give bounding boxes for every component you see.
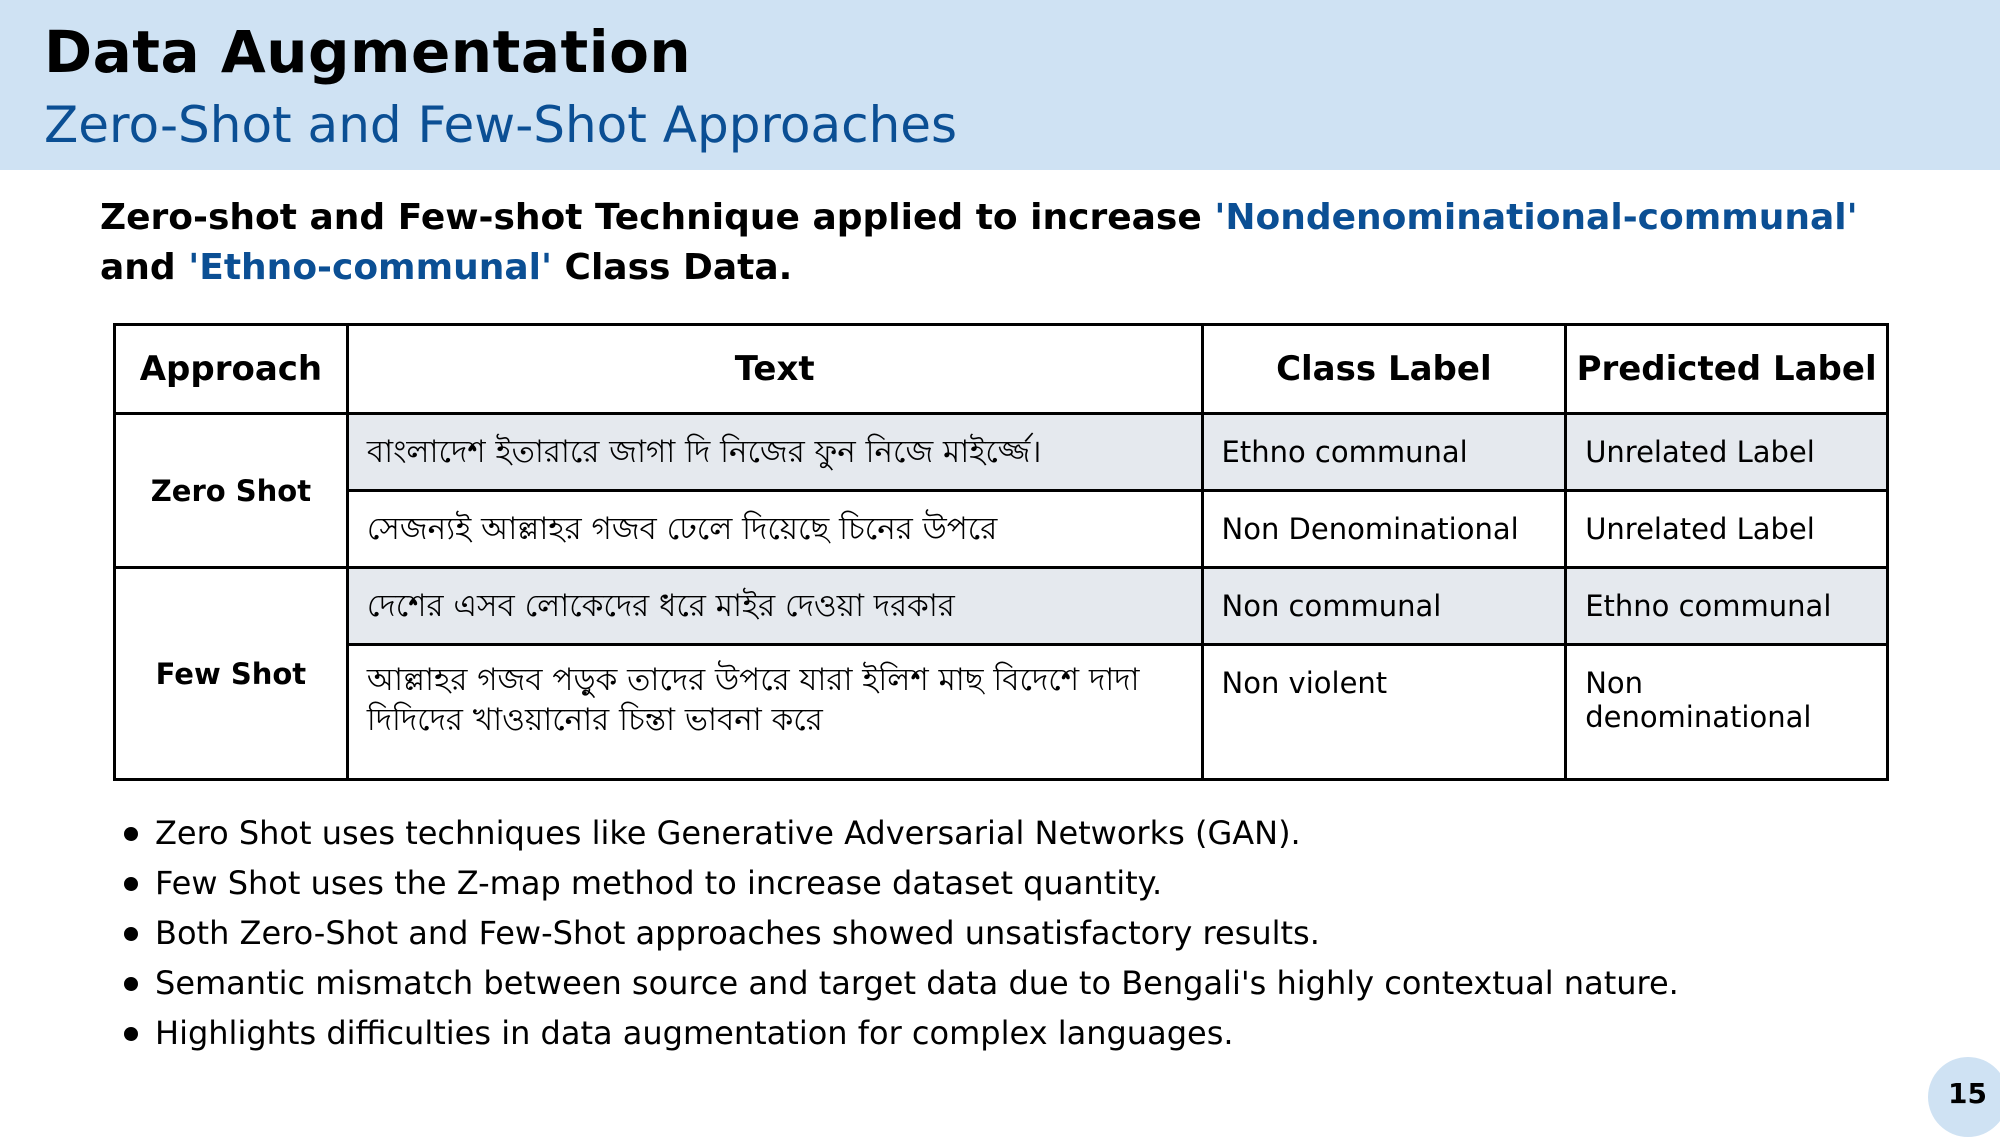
header-class-label: Class Label <box>1202 325 1566 414</box>
text-cell: আল্লাহর গজব পড়ুক তাদের উপরে যারা ইলিশ মাছ বিদেশে দাদা দিদিদের খাওয়ানোর চিন্তা ভাবনা করে <box>347 645 1202 780</box>
bullet-item <box>120 958 1679 1008</box>
predicted-label-cell: Unrelated Label <box>1566 414 1888 491</box>
table-row <box>115 645 1888 780</box>
intro-highlight-ethno: 'Ethno-communal' <box>188 247 552 288</box>
intro-part1: Zero-shot and Few-shot Technique applied to increase <box>100 197 1215 238</box>
table-row <box>115 414 1888 491</box>
intro-text <box>100 193 1920 293</box>
intro-part2: and <box>100 247 189 288</box>
page-number: 15 <box>1948 1077 1987 1110</box>
table-row <box>115 568 1888 645</box>
predicted-label-cell: Non denominational <box>1566 645 1888 780</box>
bullet-text: Highlights difficulties in data augmentation for complex languages. <box>155 1014 1234 1052</box>
header-text: Text <box>347 325 1202 414</box>
bullet-dot-icon <box>124 1027 138 1041</box>
results-table <box>113 323 1889 781</box>
slide-header <box>0 0 2000 170</box>
bullet-item <box>120 858 1679 908</box>
intro-highlight-nondenominational: 'Nondenominational-communal' <box>1214 197 1858 238</box>
bullet-text: Semantic mismatch between source and target data due to Bengali's highly contextual nature. <box>155 964 1679 1002</box>
table-header-row <box>115 325 1888 414</box>
bullet-dot-icon <box>124 877 138 891</box>
slide-title: Data Augmentation <box>44 18 692 86</box>
text-cell: বাংলাদেশ ইতারারে জাগা দি নিজের ফুন নিজে মাইর্জ্জে। <box>347 414 1202 491</box>
class-label-cell: Non violent <box>1202 645 1566 780</box>
bullet-item <box>120 808 1679 858</box>
page-number-badge <box>1928 1057 2000 1137</box>
header-approach: Approach <box>115 325 348 414</box>
approach-zero-shot: Zero Shot <box>115 414 348 568</box>
bullet-list <box>120 808 1679 1058</box>
predicted-label-cell: Unrelated Label <box>1566 491 1888 568</box>
header-predicted-label: Predicted Label <box>1566 325 1888 414</box>
bullet-text: Few Shot uses the Z-map method to increase dataset quantity. <box>155 864 1163 902</box>
bullet-item <box>120 908 1679 958</box>
class-label-cell: Ethno communal <box>1202 414 1566 491</box>
text-cell: দেশের এসব লোকেদের ধরে মাইর দেওয়া দরকার <box>347 568 1202 645</box>
bullet-item <box>120 1008 1679 1058</box>
predicted-label-cell: Ethno communal <box>1566 568 1888 645</box>
bullet-dot-icon <box>124 827 138 841</box>
class-label-cell: Non communal <box>1202 568 1566 645</box>
bullet-dot-icon <box>124 977 138 991</box>
approach-few-shot: Few Shot <box>115 568 348 780</box>
bullet-text: Both Zero-Shot and Few-Shot approaches showed unsatisfactory results. <box>155 914 1320 952</box>
table-row <box>115 491 1888 568</box>
intro-part3: Class Data. <box>552 247 793 288</box>
class-label-cell: Non Denominational <box>1202 491 1566 568</box>
bullet-text: Zero Shot uses techniques like Generative Adversarial Networks (GAN). <box>155 814 1301 852</box>
text-cell: সেজন্যই আল্লাহর গজব ঢেলে দিয়েছে চিনের উপরে <box>347 491 1202 568</box>
slide-subtitle: Zero-Shot and Few-Shot Approaches <box>44 96 958 154</box>
bullet-dot-icon <box>124 927 138 941</box>
